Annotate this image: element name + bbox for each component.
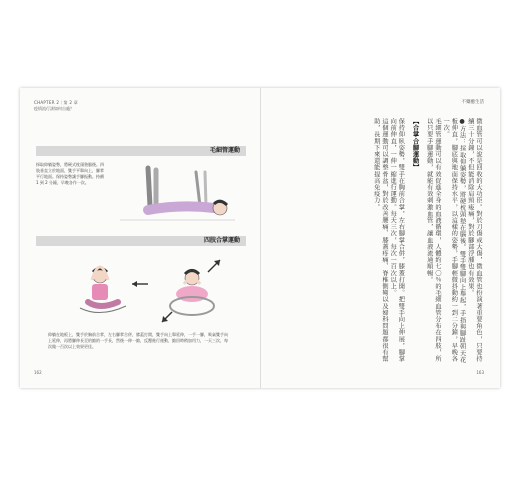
subheading-palms-soles: 【合掌合腳運動】 — [411, 118, 419, 171]
paragraph-4: 保持仰臥姿勢，雙手在胸前合掌，左右腳掌合併，膝蓋打開。把雙手向上伸展，腳掌向前伸直，一伸一縮進行運動。每天三次，每次一百次以上。 — [389, 118, 405, 363]
left-page-number: 162 — [34, 370, 42, 375]
chapter-label: CHAPTER 2｜第 2 章 — [34, 100, 79, 105]
palms-soles-exercise-illustration — [60, 250, 240, 330]
capillary-exercise-illustration — [110, 160, 240, 230]
paragraph-2: ●方法：採取仰躺姿勢，將硬枕頭墊在腦後。雙手雙腳向上舉起，手指與腳趾朝天花板伸直，腳底與地面保持水平，以這樣的姿勢，手腳輕微抖動約一到二分鐘，早晚各一次。 — [442, 118, 466, 363]
right-page — [260, 88, 500, 388]
left-page — [20, 88, 261, 388]
body-text — [282, 118, 482, 368]
paragraph-5: 這個運動可以調整骨盆，對於改善腰痛、膝蓋疼痛、脊椎側彎以及婦科問題都很有幫助，長期下來還能提高免疫力。 — [372, 118, 388, 363]
paragraph-3: 毛細管運動可以有效促進全身的血液循環，人體約七〇％的毛細血管分布在四肢，所以只要手腳運動，就能有效刺激血管，讓血液流通順暢。 — [425, 118, 441, 363]
book-spread — [20, 88, 500, 388]
section-title-palms-soles-exercise: 四肢合掌運動 — [36, 236, 246, 246]
section-title-capillary-exercise: 毛細管運動 — [36, 146, 246, 156]
running-title: 不藥癒生活 — [461, 100, 484, 105]
capillary-exercise-description: 採取仰躺姿勢，將硬式枕頭墊腦後。四肢垂直立於地面，雙手平舉向上，腳掌平行地面。保持姿勢讓手腳振動。持續 1 到 2 分鐘，早晚各作一次。 — [36, 162, 104, 185]
chapter-subtitle: 疫情流行該如何自處？ — [34, 106, 74, 111]
palms-soles-exercise-description: 仰躺在地板上，雙手於胸前合掌，左右腳掌合併，膝蓋打開，雙手向上舉延伸，一手一腳，吸氣雙手向上延伸，再將腳伸長至的縮的一手長，然後一伸一縮，反覆進行運動，縮回時稍加用力，一天三次，每次做一百次以上效果更佳。 — [48, 332, 228, 349]
paragraph-1: 微血管可以說是回收的大功臣。對於刀傷或大傷，微血管也扮演著重要角色，只要持續三十分鐘，不但能消除肩頸痠痛，對於腳部浮腫也有效果。 — [466, 118, 482, 363]
right-page-number: 163 — [476, 370, 484, 375]
